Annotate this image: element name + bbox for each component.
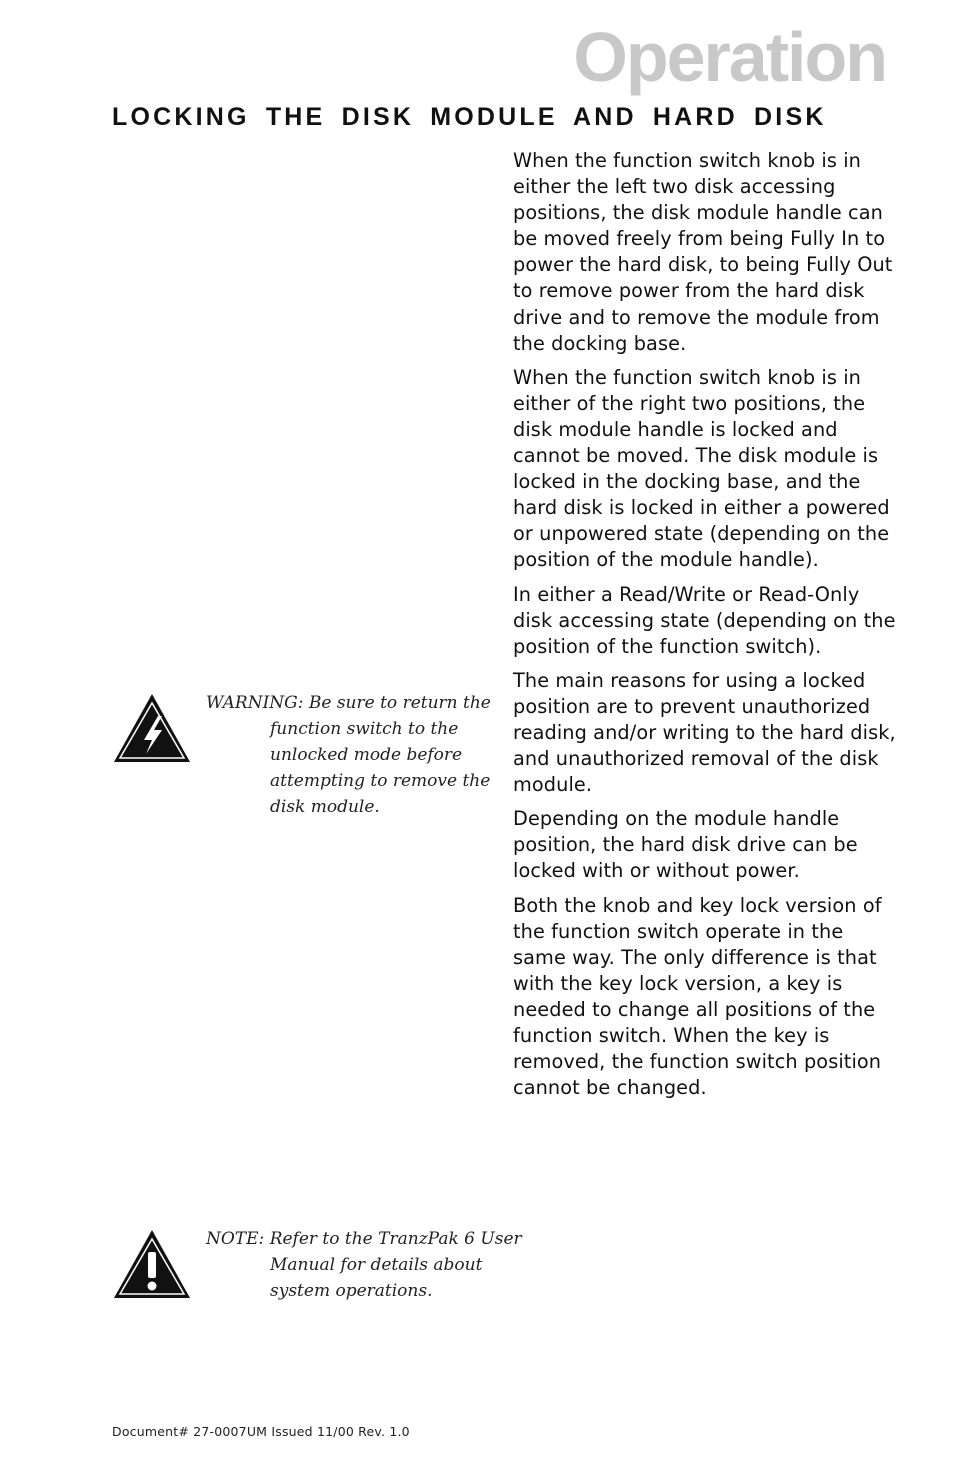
chapter-title: Operation: [573, 18, 886, 96]
body-paragraph: The main reasons for using a locked position are to prevent unauthorized reading and/or writing to the hard disk, and unauthorized removal of the disk module.: [513, 668, 896, 797]
note-line: Manual for details about: [270, 1255, 483, 1275]
warning-line: attempting to remove the: [270, 771, 491, 791]
lightning-warning-icon: [112, 692, 192, 764]
exclamation-warning-icon: [112, 1228, 192, 1300]
body-paragraph: Depending on the module handle position, the hard disk drive can be locked with or without power.: [513, 807, 858, 883]
note-text: [206, 1226, 522, 1304]
body-paragraph: In either a Read/Write or Read-Only disk accessing state (depending on the position of the function switch).: [513, 582, 896, 658]
document-footer: Document# 27-0007UM Issued 11/00 Rev. 1.0: [112, 1424, 410, 1439]
warning-line: unlocked mode before: [270, 745, 463, 765]
body-paragraph: When the function switch knob is in either the left two disk accessing positions, the disk module handle can be moved freely from being Fully In to power the hard disk, to being Fully Out to remove power from the hard disk drive and to remove the module from the docking base.: [513, 149, 893, 355]
note-line: NOTE: Refer to the TranzPak 6 User: [206, 1229, 522, 1249]
body-paragraph: Both the knob and key lock version of the function switch operate in the same way. The only difference is that with the key lock version, a key is needed to change all positions of the function switch. When the key is removed, the function switch position cannot be changed.: [513, 893, 882, 1100]
note-line: system operations.: [270, 1281, 433, 1301]
warning-text: [206, 690, 496, 820]
warning-line: WARNING: Be sure to return the: [206, 693, 491, 713]
page-header: [0, 0, 954, 140]
body-paragraph: When the function switch knob is in either of the right two positions, the disk module handle is locked and cannot be moved. The disk module is locked in the docking base, and the hard disk is locked in either a powered or unpowered state (depending on the position of the module handle).: [513, 365, 890, 572]
warning-line: function switch to the: [270, 719, 459, 739]
section-heading: LOCKING THE DISK MODULE AND HARD DISK: [112, 103, 827, 131]
warning-line: disk module.: [270, 797, 380, 817]
body-text-column: [513, 148, 898, 1109]
